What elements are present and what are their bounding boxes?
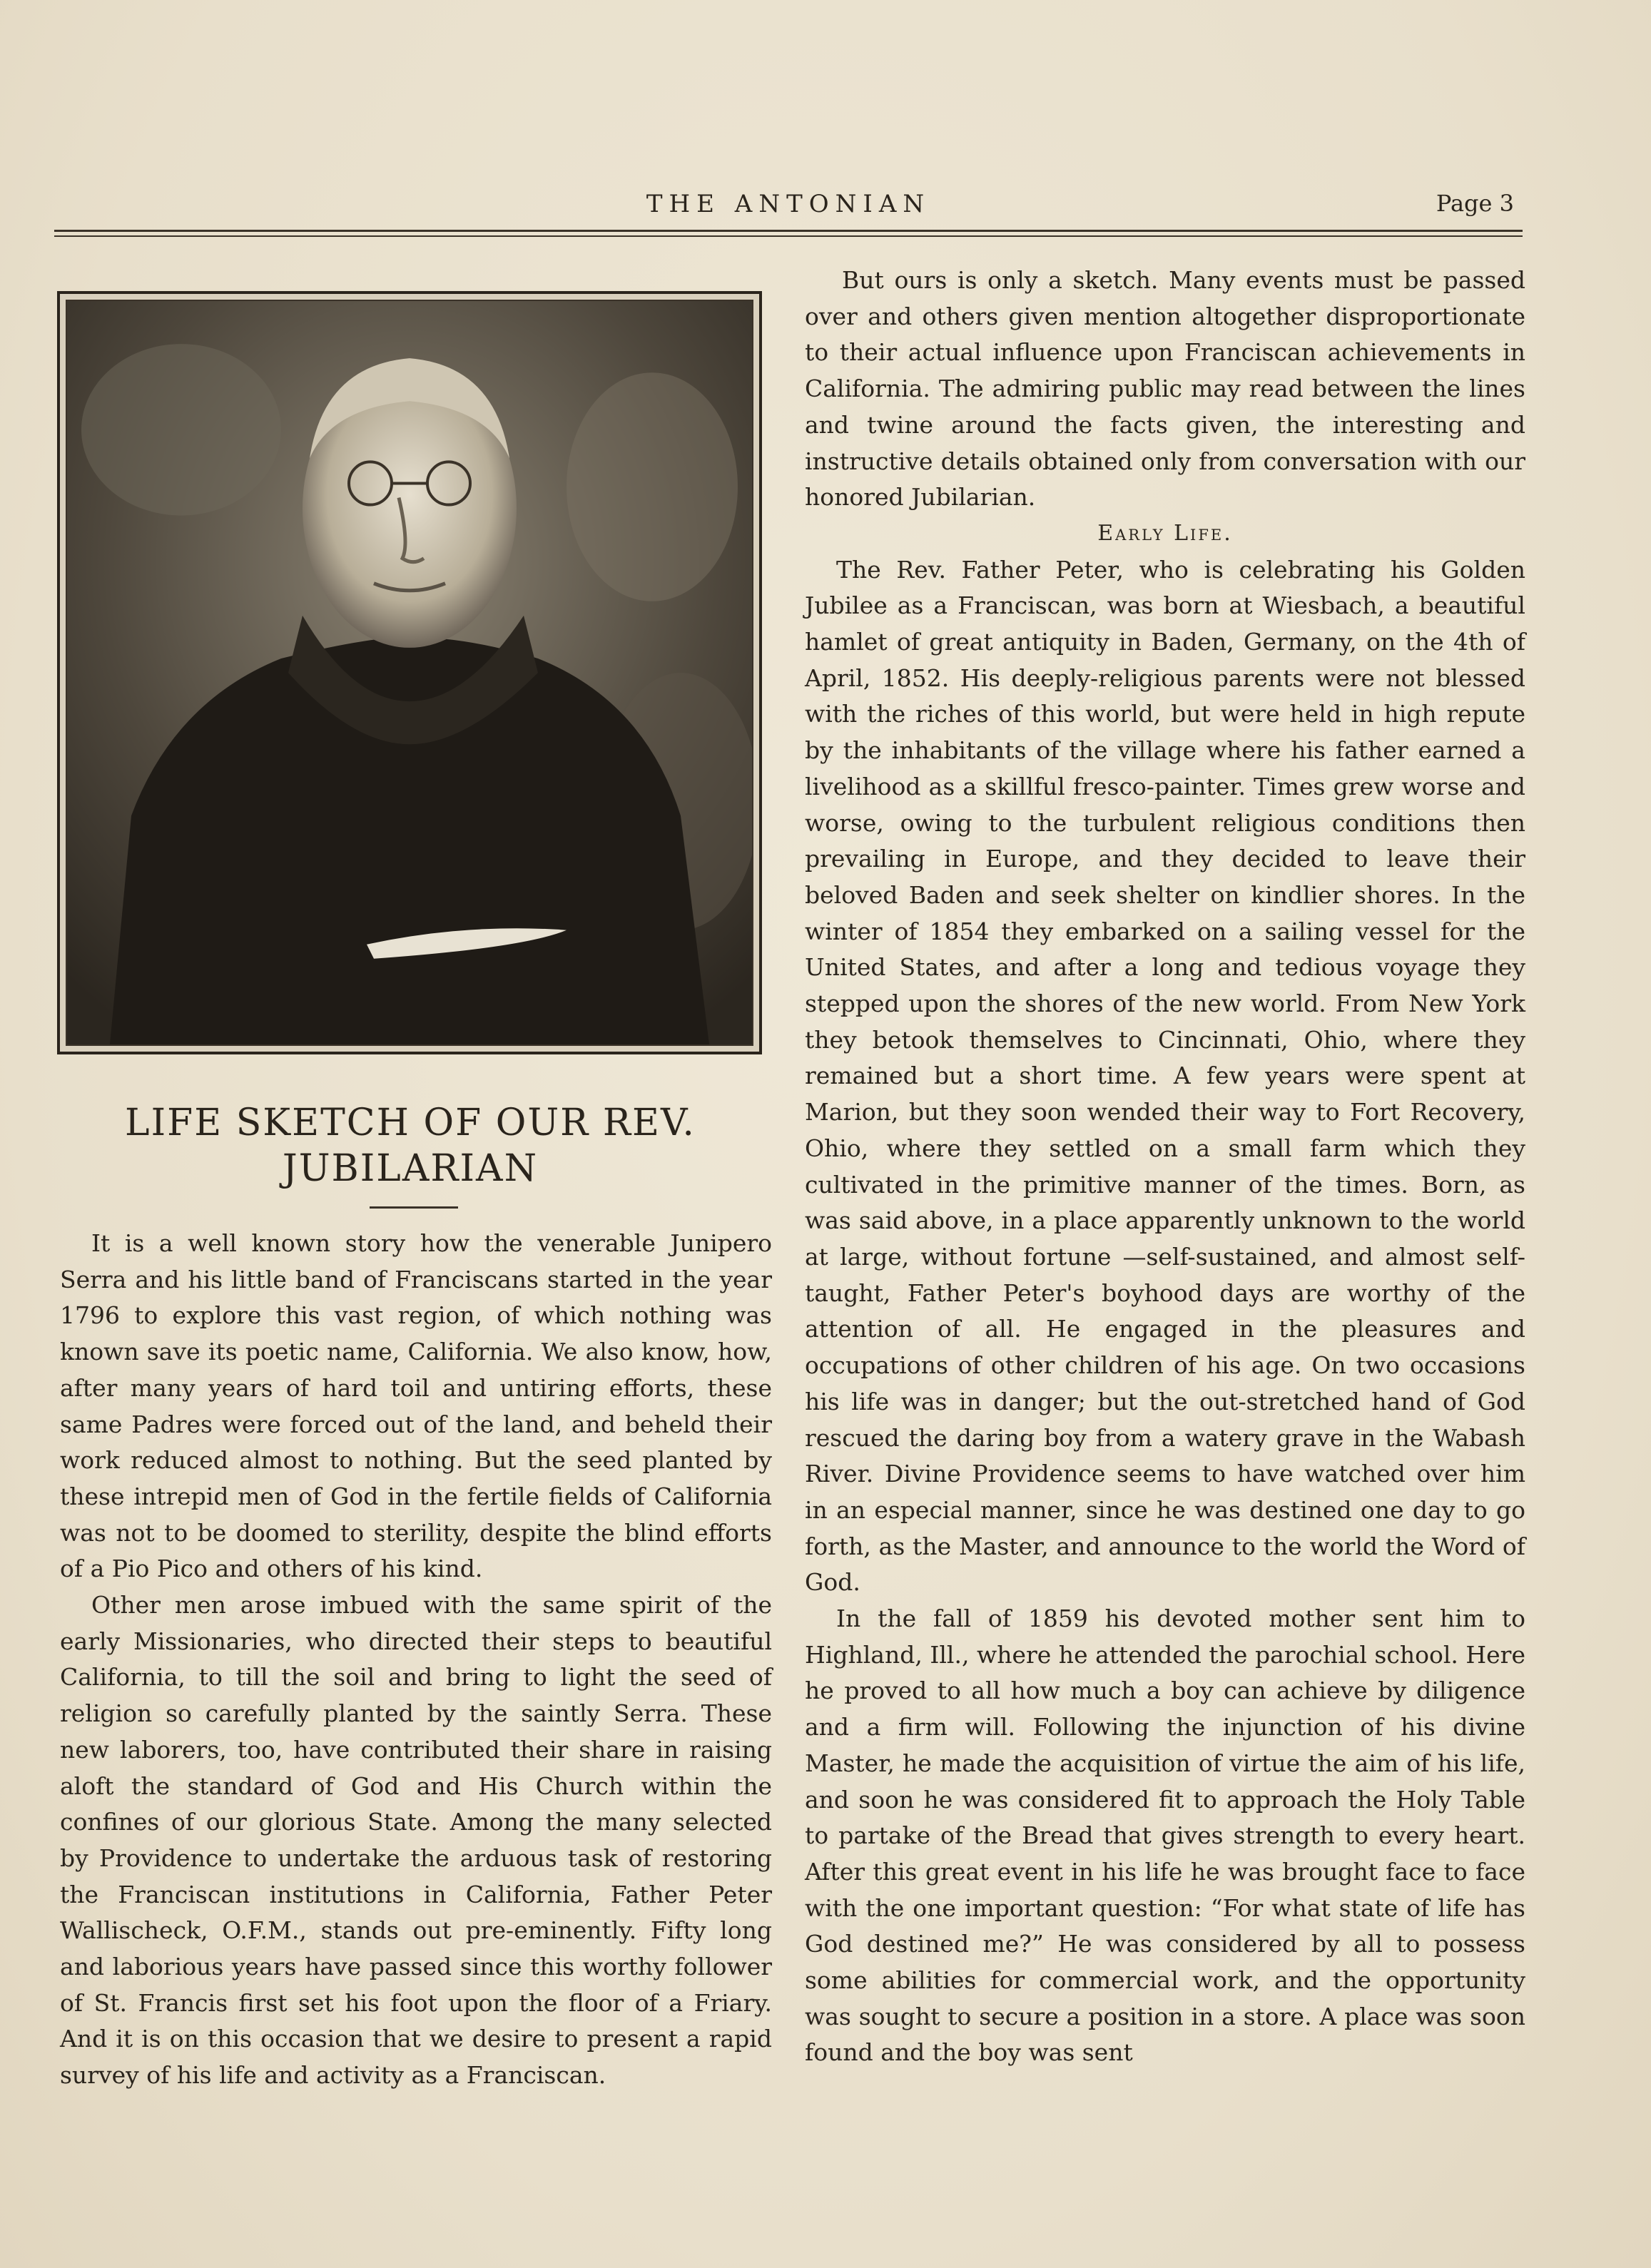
left-column	[60, 1226, 772, 2094]
header-rule-secondary	[54, 235, 1523, 237]
page-header	[54, 190, 1523, 223]
portrait-photo-frame	[57, 291, 762, 1054]
right-intro-paragraph: But ours is only a sketch. Many events must be passed over and others given mention altogether disproportionate to their actual influence upon Franciscan achievements in California. The admiring public may read between the lines and twine around the facts given, the interesting and instructive details obtained only from conversation with our honored Jubilarian.	[805, 266, 1525, 512]
section-heading: Early Life.	[1097, 520, 1233, 546]
right-column	[805, 263, 1525, 2071]
publication-title: THE ANTONIAN	[646, 190, 931, 218]
left-paragraph-1: It is a well known story how the venerable Junipero Serra and his little band of Franciscans started in the year 1796 to explore this vast region, of which nothing was known save its poetic name, California. We also know, how, after many years of hard toil and untiring efforts, these same Padres were forced out of the land, and beheld their work reduced almost to nothing. But the seed planted by these intrepid men of God in the fertile fields of California was not to be doomed to sterility, despite the blind efforts of a Pio Pico and others of his kind.	[60, 1229, 772, 1583]
article-headline: LIFE SKETCH OF OUR REV. JUBILARIAN	[125, 1102, 696, 1190]
page-number: Page 3	[1436, 190, 1514, 217]
right-paragraph-2: In the fall of 1859 his devoted mother sent him to Highland, Ill., where he attended the parochial school. Here he proved to all how much a boy can achieve by diligence and a firm will. Following the injunction of his divine Master, he made the acquisition of virtue the aim of his life, and soon he was considered fit to approach the Holy Table to partake of the Bread that gives strength to every heart. After this great event in his life he was brought face to face with the one important question: “For what state of life has God destined me?” He was considered by all to possess some abilities for commercial work, and the opportunity was sought to secure a position in a store. A place was soon found and the boy was sent	[805, 1605, 1525, 2067]
portrait-photo-icon	[66, 300, 753, 1046]
header-rule	[54, 230, 1523, 232]
right-paragraph-1: The Rev. Father Peter, who is celebrating his Golden Jubilee as a Franciscan, was born at Wiesbach, a beautiful hamlet of great antiquity in Baden, Germany, on the 4th of April, 1852. His deeply-religious parents were not blessed with the riches of this world, but were held in high repute by the inhabitants of the village where his father earned a livelihood as a skillful fresco-painter. Times grew worse and worse, owing to the turbulent religious conditions then prevailing in Europe, and they decided to leave their beloved Baden and seek shelter on kindlier shores. In the winter of 1854 they embarked on a sailing vessel for the United States, and after a long and tedious voyage they stepped upon the shores of the new world. From New York they betook themselves to Cincinnati, Ohio, where they remained but a short time. A few years were spent at Marion, but they soon wended their way to Fort Recovery, Ohio, where they settled on a small farm which they cultivated in the primitive manner of the times. Born, as was said above, in a place apparently unknown to the world at large, without fortune —self-sustained, and almost self-taught, Father Peter's boyhood days are worthy of the attention of all. He engaged in the pleasures and occupations of other children of his age. On two occasions his life was in danger; but the out-stretched hand of God rescued the daring boy from a watery grave in the Wabash River. Divine Providence seems to have watched over him in an especial manner, since he was destined one day to go forth, as the Master, and announce to the world the Word of God.	[805, 555, 1525, 1597]
headline-rule	[370, 1206, 458, 1209]
left-paragraph-2: Other men arose imbued with the same spirit of the early Missionaries, who directed their steps to beautiful California, to till the soil and bring to light the seed of religion so carefully planted by the saintly Serra. These new laborers, too, have contributed their share in raising aloft the standard of God and His Church within the confines of our glorious State. Among the many selected by Providence to undertake the arduous task of restoring the Franciscan institutions in California, Father Peter Wallischeck, O.F.M., stands out pre-eminently. Fifty long and laborious years have passed since this worthy follower of St. Francis first set his foot upon the floor of a Friary. And it is on this occasion that we desire to present a rapid survey of his life and activity as a Franciscan.	[60, 1591, 772, 2090]
